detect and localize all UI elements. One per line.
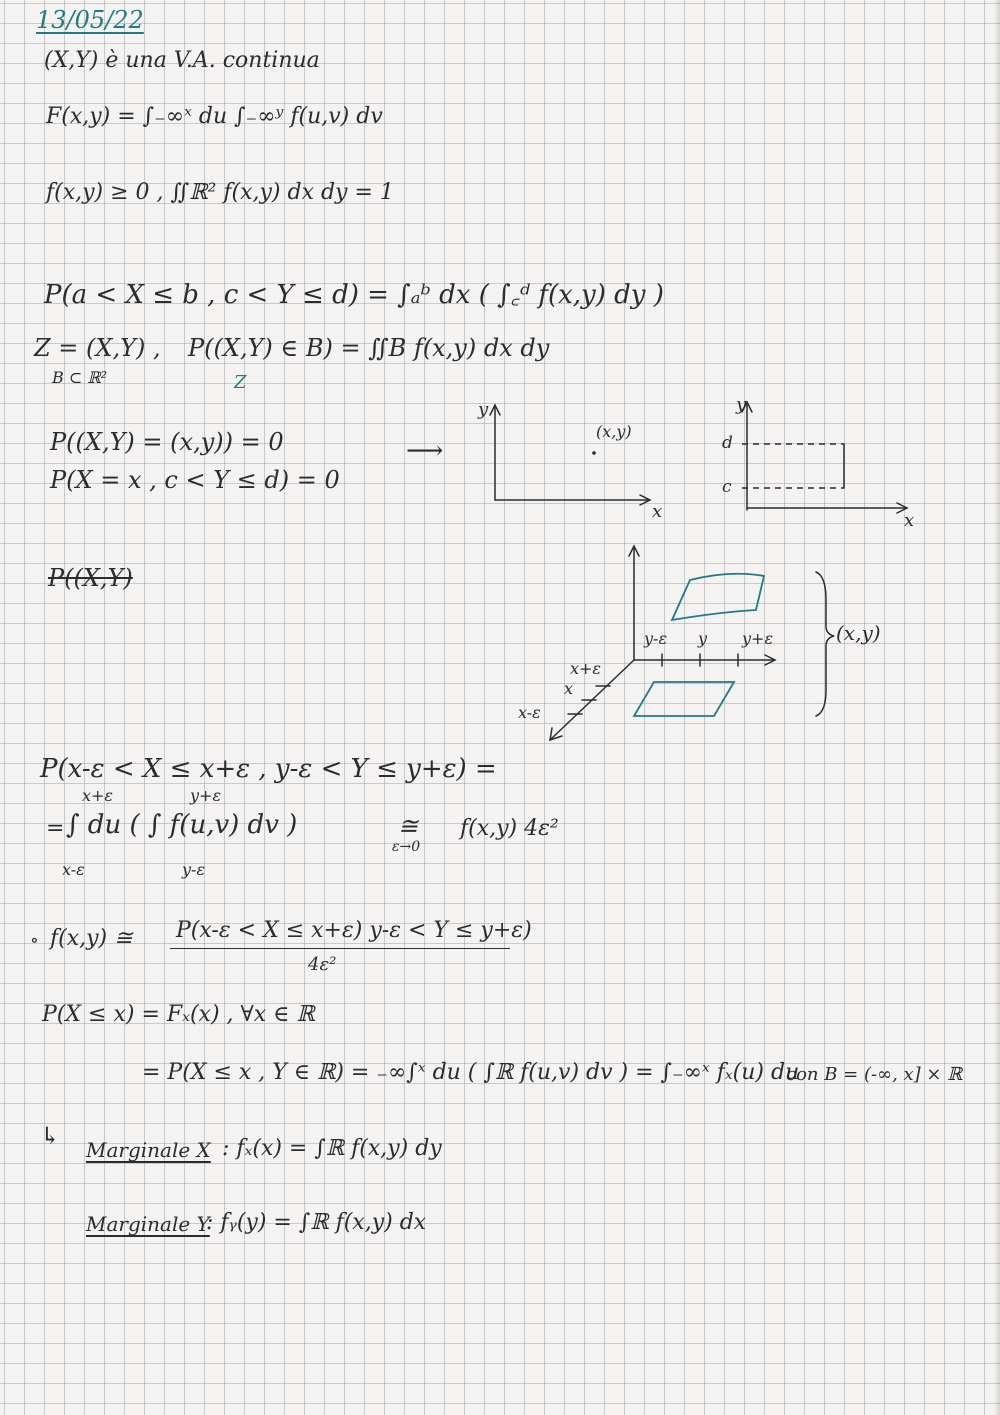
bullet: ∘	[30, 930, 39, 951]
axis-y-label: y	[736, 394, 747, 415]
point-label: (x,y)	[596, 422, 632, 441]
approx-upper-outer: x+ε	[82, 786, 114, 805]
arrow-to-graph: ⟶	[406, 436, 444, 466]
approx-lower-inner: y-ε	[182, 860, 206, 879]
approx-upper-inner: y+ε	[190, 786, 222, 805]
axis-x-label: x	[652, 501, 663, 522]
point-probability: P((X,Y) = (x,y)) = 0	[50, 428, 284, 456]
with-b: con B = (-∞, x] × ℝ	[786, 1064, 963, 1085]
axis-y-label: y	[478, 399, 489, 420]
marginal-x-formula: : fₓ(x) = ∫ℝ f(x,y) dy	[222, 1136, 442, 1161]
label-x: x	[564, 679, 574, 698]
approx-sign: ≅	[398, 812, 419, 840]
point-graph	[470, 395, 680, 525]
fx-definition: P(X ≤ x) = Fₓ(x) , ∀x ∈ ℝ	[42, 1002, 315, 1027]
z-label: Z	[234, 372, 247, 393]
page-date: 13/05/22	[36, 6, 144, 34]
tick-d-label: d	[722, 433, 733, 453]
segment-graph	[712, 392, 922, 532]
segment-probability: P(X = x , c < Y ≤ d) = 0	[50, 466, 340, 494]
label-x-minus: x-ε	[518, 703, 541, 722]
rectangle-probability: P(a < X ≤ b , c < Y ≤ d) = ∫ₐᵇ dx ( ∫꜀ᵈ f(x,y) dy )	[44, 280, 664, 310]
tick-c-label: c	[722, 477, 732, 497]
cdf-formula: F(x,y) = ∫₋∞ˣ du ∫₋∞ʸ f(u,v) dv	[46, 104, 383, 129]
box-3d-graph	[500, 540, 920, 750]
label-y-plus: y+ε	[742, 629, 774, 648]
label-y: y	[698, 629, 708, 648]
density-lhs: f(x,y) ≅	[50, 926, 133, 951]
label-y-minus: y-ε	[644, 629, 668, 648]
density-denominator: 4ε²	[308, 954, 337, 975]
label-x-plus: x+ε	[570, 659, 602, 678]
approx-line-1: P(x-ε < X ≤ x+ε , y-ε < Y ≤ y+ε) =	[40, 754, 497, 784]
marginal-x-label: Marginale X	[86, 1138, 211, 1162]
brace-label: (x,y)	[836, 621, 881, 645]
fx-expansion: = P(X ≤ x , Y ∈ ℝ) = ₋∞∫ˣ du ( ∫ℝ f(u,v) dv ) = ∫₋∞ˣ fₓ(u) du	[142, 1060, 800, 1085]
approx-lower-outer: x-ε	[62, 860, 85, 879]
approx-integral: ∫ du ( ∫ f(u,v) dv )	[66, 810, 298, 840]
b-subset: B ⊂ ℝ²	[52, 368, 108, 387]
density-surface	[672, 574, 764, 620]
page-edge	[994, 0, 1000, 1415]
density-conditions: f(x,y) ≥ 0 , ∬ℝ² f(x,y) dx dy = 1	[46, 180, 394, 205]
crossed-expression: P((X,Y)	[48, 564, 133, 592]
base-square	[634, 682, 734, 716]
marginal-y-label: Marginale Y	[86, 1212, 210, 1236]
density-numerator: P(x-ε < X ≤ x+ε) y-ε < Y ≤ y+ε)	[176, 918, 532, 943]
z-definition: Z = (X,Y) ,	[34, 334, 161, 362]
fraction-bar	[170, 948, 510, 949]
approx-lead: =	[46, 816, 65, 841]
point-marker	[592, 451, 596, 455]
approx-limit: ε→0	[392, 839, 421, 855]
z-probability: P((X,Y) ∈ B) = ∬B f(x,y) dx dy	[188, 334, 550, 362]
hook-arrow: ↳	[40, 1122, 61, 1150]
intro-line: (X,Y) è una V.A. continua	[44, 48, 320, 73]
brace	[816, 572, 834, 716]
marginal-y-formula: : fᵧ(y) = ∫ℝ f(x,y) dx	[206, 1210, 427, 1235]
axis-x-label: x	[904, 510, 915, 531]
approx-result: f(x,y) 4ε²	[460, 816, 559, 841]
